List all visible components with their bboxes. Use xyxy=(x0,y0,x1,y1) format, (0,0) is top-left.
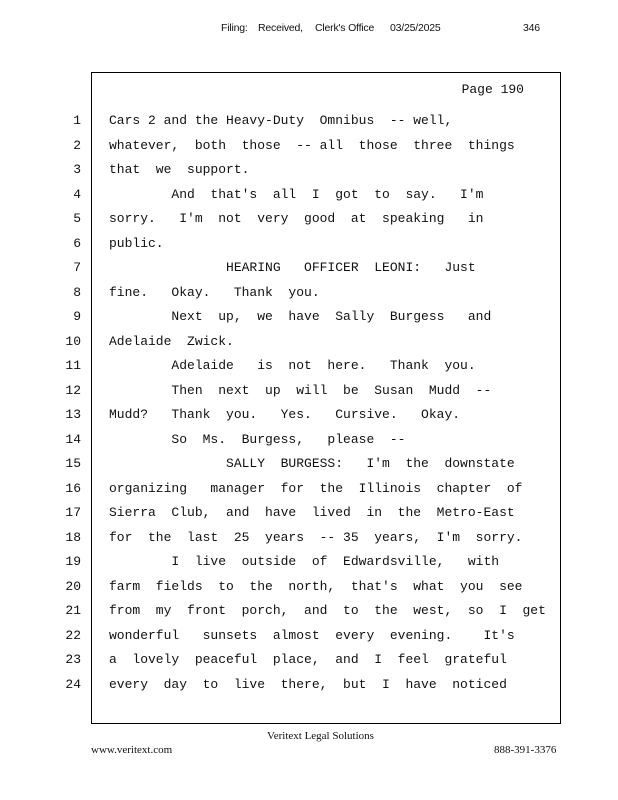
line-number: 22 xyxy=(65,627,81,643)
line-number: 18 xyxy=(65,529,81,545)
filing-label: Filing: xyxy=(221,22,248,34)
filing-page-number: 346 xyxy=(523,22,540,34)
transcript-line xyxy=(0,554,618,578)
line-number: 16 xyxy=(65,480,81,496)
footer-company: Veritext Legal Solutions xyxy=(267,730,374,742)
filing-status: Received, xyxy=(258,22,303,34)
transcript-line xyxy=(0,138,618,162)
line-text: HEARING OFFICER LEONI: Just xyxy=(109,260,476,275)
transcript-line xyxy=(0,432,618,456)
line-number: 4 xyxy=(73,186,81,202)
transcript-line xyxy=(0,162,618,186)
line-text: And that's all I got to say. I'm xyxy=(109,186,484,202)
line-number: 3 xyxy=(73,162,81,177)
line-number: 6 xyxy=(73,235,81,251)
line-text: farm fields to the north, that's what you see xyxy=(109,578,523,594)
transcript-line xyxy=(0,383,618,407)
line-number: 23 xyxy=(65,652,81,667)
line-text: SALLY BURGESS: I'm the downstate xyxy=(109,456,515,471)
line-number: 1 xyxy=(73,113,81,128)
line-text: wonderful sunsets almost every evening. It's xyxy=(109,627,515,643)
line-number: 10 xyxy=(65,333,81,349)
transcript-line xyxy=(0,481,618,505)
transcript-line xyxy=(0,285,618,309)
line-text: Adelaide is not here. Thank you. xyxy=(109,358,476,373)
line-number: 20 xyxy=(65,578,81,594)
line-text: Next up, we have Sally Burgess and xyxy=(109,309,492,324)
line-text: every day to live there, but I have noticed xyxy=(109,676,507,692)
line-number: 15 xyxy=(65,456,81,471)
transcript-line xyxy=(0,113,618,137)
line-text: organizing manager for the Illinois chapter of xyxy=(109,480,523,496)
line-text: sorry. I'm not very good at speaking in xyxy=(109,211,484,226)
transcript-line xyxy=(0,652,618,676)
filing-office: Clerk's Office xyxy=(315,22,375,34)
line-number: 24 xyxy=(65,676,81,692)
line-number: 12 xyxy=(65,382,81,398)
line-text: public. xyxy=(109,235,164,251)
transcript-line xyxy=(0,677,618,701)
line-text: for the last 25 years -- 35 years, I'm sorry. xyxy=(109,529,523,545)
line-text: fine. Okay. Thank you. xyxy=(109,284,320,300)
line-number: 5 xyxy=(73,211,81,226)
line-number: 7 xyxy=(73,260,81,275)
transcript-line xyxy=(0,530,618,554)
transcript-line xyxy=(0,260,618,284)
transcript-line xyxy=(0,309,618,333)
filing-date: 03/25/2025 xyxy=(390,22,441,34)
line-text: a lovely peaceful place, and I feel grateful xyxy=(109,652,507,667)
line-text: Cars 2 and the Heavy-Duty Omnibus -- well, xyxy=(109,113,453,128)
transcript-line xyxy=(0,187,618,211)
line-number: 8 xyxy=(73,284,81,300)
footer-phone: 888-391-3376 xyxy=(494,744,557,756)
line-number: 2 xyxy=(73,137,81,153)
line-number: 21 xyxy=(65,603,81,618)
transcript-line xyxy=(0,579,618,603)
transcript-line xyxy=(0,407,618,431)
line-text: Then next up will be Susan Mudd -- xyxy=(109,382,492,398)
transcript-line xyxy=(0,236,618,260)
transcript-line xyxy=(0,211,618,235)
footer-website: www.veritext.com xyxy=(91,744,173,756)
transcript-line xyxy=(0,628,618,652)
line-text: Adelaide Zwick. xyxy=(109,333,234,349)
line-text: from my front porch, and to the west, so I get xyxy=(109,603,546,618)
line-text: I live outside of Edwardsville, with xyxy=(109,554,500,569)
line-text: So Ms. Burgess, please -- xyxy=(109,431,406,447)
line-number: 11 xyxy=(65,358,81,373)
line-number: 13 xyxy=(65,407,81,422)
line-text: Sierra Club, and have lived in the Metro-East xyxy=(109,505,515,520)
transcript-line xyxy=(0,505,618,529)
transcript-line xyxy=(0,358,618,382)
transcript-line xyxy=(0,456,618,480)
transcript-line xyxy=(0,334,618,358)
line-number: 14 xyxy=(65,431,81,447)
line-text: Mudd? Thank you. Yes. Cursive. Okay. xyxy=(109,407,461,422)
page-label: Page 190 xyxy=(461,82,524,97)
line-number: 19 xyxy=(65,554,81,569)
line-text: whatever, both those -- all those three things xyxy=(109,137,515,153)
line-number: 9 xyxy=(73,309,81,324)
line-text: that we support. xyxy=(109,162,250,177)
transcript-line xyxy=(0,603,618,627)
line-number: 17 xyxy=(65,505,81,520)
